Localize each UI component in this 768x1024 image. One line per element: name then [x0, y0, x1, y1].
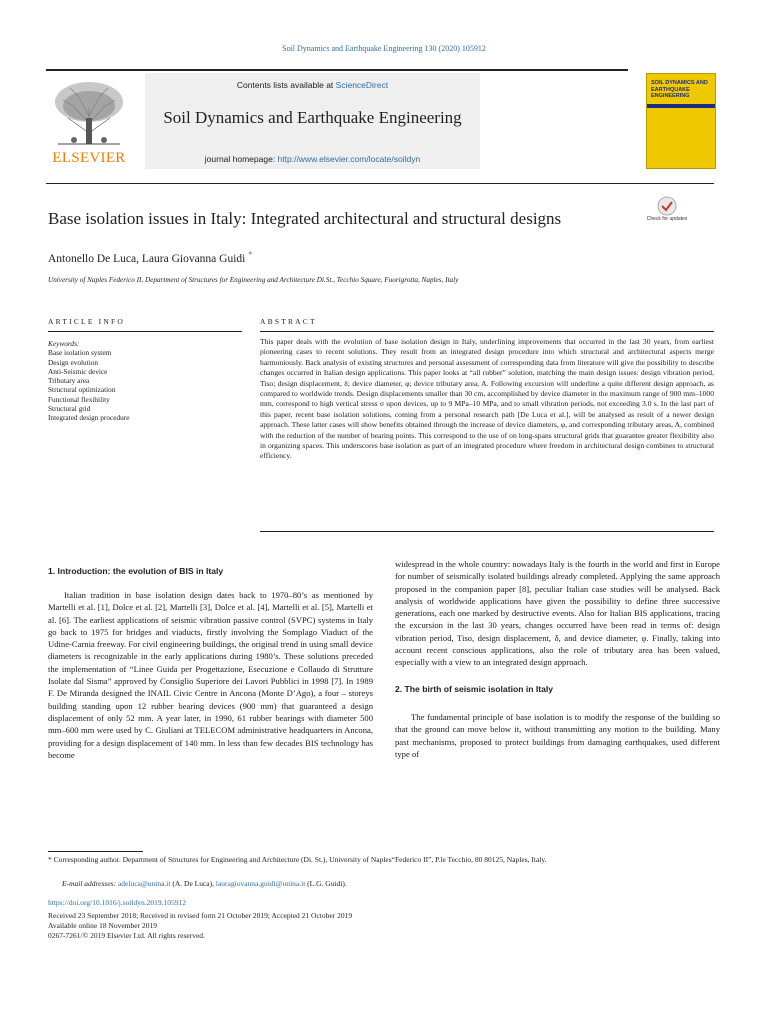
corresponding-author-mark[interactable]: *	[248, 250, 253, 259]
received-dates: Received 23 September 2018; Received in revised form 21 October 2019; Accepted 21 October 2019	[48, 911, 353, 920]
email-name-2: (L.G. Guidi).	[305, 879, 347, 888]
paragraph: widespread in the whole country: nowadays Italy is the fourth in the world and first in Europe for number of seismically isolated buildings already completed. Applying the same approach proposed in the companion paper [8], peculiar Italian case studies will be analysed. Back analysis of worldwide applications have given the possibility to define three successive generations, each one marked by destructive events. Also for Italian BIS applications, tracing the excursion in the last 30 years, changes occurred have been read in terms of: design vibration period, Tiso, design displacement, δ, and device diameter, φ. Finally, taking into account recent conscious applications, also the role of tributary area has been valued, especially with a view to an integrated design approach.	[395, 559, 720, 668]
section-2-paragraph	[395, 711, 720, 760]
author-affiliation: University of Naples Federico II, Department of Structures for Engineering and Architecture Di.St., Tecchio Square, Fuorigrotta, Naples, Italy	[48, 276, 459, 284]
keyword-item: Design evolution	[48, 357, 99, 367]
journal-reference[interactable]: Soil Dynamics and Earthquake Engineering 130 (2020) 105912	[282, 44, 486, 53]
homepage-link[interactable]: http://www.elsevier.com/locate/soildyn	[277, 154, 421, 164]
paragraph: The fundamental principle of base isolation is to modify the response of the building so that the ground can move below it, without transmitting any motion to the building. Many past mechanisms, proposed to protect buildings from damaging earthquakes, used different type of	[395, 712, 720, 759]
doi-link[interactable]: https://doi.org/10.1016/j.soildyn.2019.105912	[48, 898, 186, 907]
keywords-list	[48, 339, 242, 423]
column-2-paragraph	[395, 558, 720, 669]
online-date: Available online 18 November 2019	[48, 921, 157, 931]
publication-info	[48, 911, 352, 942]
email-label: E-mail addresses:	[62, 879, 118, 888]
email-name-1: (A. De Luca),	[170, 879, 216, 888]
cover-title: SOIL DYNAMICS AND EARTHQUAKE ENGINEERING	[651, 80, 708, 99]
cover-strip	[647, 104, 715, 108]
footnote-rule	[48, 851, 143, 852]
section-2-heading: 2. The birth of seismic isolation in Italy	[395, 684, 554, 694]
abstract-text: This paper deals with the evolution of base isolation design in Italy, underlining improvements that occurred in the last 30 years, from earliest pioneering cases to recent solutions. They result from an integrated design procedure into which structural and architectural aspects merge harmoniously. Back analysis of existing structures and personal assessment of corresponding data from literature will give the possibility to describe changes occurred in Italian design applications. This paper looks at “all rubber” solution, matching the main design issues: design vibration period, Tiso; design displacement, δ; device diameter, φ; device tributary area, A. Following excursion will underline a quite different design approach, as compared to worldwide trends. Design displacements smaller than 30 cm, accomplished by device diameter in the maximum range of 900 mm–1000 mm, correspond to high vertical stress σ upon devices, up to 9 MPa–10 MPa, and to small vibration periods, not exceeding 3.0 s. In the last part of this paper, recent base isolation solutions, coming from a personal research path [De Luca et al.], will be analysed as result of a newer design approach. These latter cases will show benefits obtained through the increase of device diameters, φ, and corresponding tributary areas, A, combined with the reduction of the number of bearing points. This correspond to the use of on long-spans structural grids that guarantee greater flexibility also in organizing spaces. This underscores base isolation as part of an integrated procedure where freedom in architectural design combines to structural efficiency.	[260, 337, 714, 461]
sciencedirect-link[interactable]: ScienceDirect	[335, 80, 389, 90]
email-addresses	[62, 879, 347, 888]
email-link-1[interactable]: adeluca@unina.it	[117, 879, 171, 888]
keywords-heading: Keywords:	[48, 339, 80, 348]
check-for-updates-icon[interactable]	[649, 194, 685, 230]
keyword-item: Tributary area	[48, 376, 90, 386]
keyword-item: Base isolation system	[48, 348, 112, 358]
abstract-heading: ABSTRACT	[260, 317, 317, 326]
contents-line	[145, 80, 480, 90]
article-title: Base isolation issues in Italy: Integrated architectural and structural designs	[48, 209, 562, 228]
article-info-rule	[48, 331, 242, 332]
publisher-logo-text: ELSEVIER	[52, 150, 126, 166]
section-1-paragraph	[48, 589, 373, 761]
header-top-rule	[46, 69, 628, 71]
author-list	[48, 250, 252, 265]
keyword-item: Anti-Seismic device	[48, 366, 108, 376]
abstract-bottom-rule	[260, 531, 714, 532]
journal-cover-thumbnail[interactable]	[646, 73, 716, 169]
article-info-heading: ARTICLE INFO	[48, 317, 125, 326]
homepage-line	[145, 154, 480, 164]
paragraph: Italian tradition in base isolation design dates back to 1970–80’s as mentioned by Martelli et al. [1], Dolce et al. [2], Martelli [3], Dolce et al. [4], Martelli et al. [5], Martelli et al. [6]. The earliest applications of seismic vibration passive control (SVPC) systems in Italy go back to 1975 for bridges and viaducts, firstly involving the Somplago Viaduct of the Udine-Carnia freeway. For civil engineering buildings, the original trend in using small device diameters is recognizable in the early applications during 1980’s. These solutions preceded the implementation of “Linee Guida per Progettazione, Esecuzione e Collaudo di Strutture Isolate dal Sisma” approved by Consiglio Superiore dei Lavori Pubblici in 1998 [7]. In 1989 F. De Miranda designed the INAIL Civic Centre in Ancona (Monte D’Ago), a four – storeys building standing upon 12 rubber bearing devices (900 mm) that guaranteed a design displacement of only 52 mm. A year later, in 1990, 61 rubber bearings with diameter 500 mm–600 mm were used by C. Giuliani at TELECOM administrative headquarters in Ancona, providing for a design displacement of 140 mm. In less than few decades BIS technology has become	[48, 590, 373, 760]
keyword-item: Integrated design procedure	[48, 413, 130, 423]
header-bottom-rule	[46, 183, 714, 184]
section-1-heading: 1. Introduction: the evolution of BIS in Italy	[48, 566, 224, 576]
copyright: 0267-7261/© 2019 Elsevier Ltd. All rights reserved.	[48, 931, 205, 941]
journal-title: Soil Dynamics and Earthquake Engineering	[163, 108, 462, 127]
keyword-item: Structural optimization	[48, 385, 116, 395]
corresponding-author-footnote: * Corresponding author. Department of Structures for Engineering and Architecture (Di. St.), University of Naples“Federico II”, P.le Tecchio, 80 80125, Naples, Italy.	[48, 855, 547, 864]
abstract-rule	[260, 331, 714, 332]
check-for-updates-label[interactable]: Check for updates	[646, 216, 688, 222]
keyword-item: Structural grid	[48, 404, 91, 414]
keyword-item: Functional flexibility	[48, 394, 110, 404]
authors-names: Antonello De Luca, Laura Giovanna Guidi	[48, 252, 246, 265]
email-link-2[interactable]: lauragiovanna.guidi@unina.it	[215, 879, 306, 888]
homepage-prefix: journal homepage:	[204, 154, 278, 164]
contents-prefix: Contents lists available at	[236, 80, 336, 90]
